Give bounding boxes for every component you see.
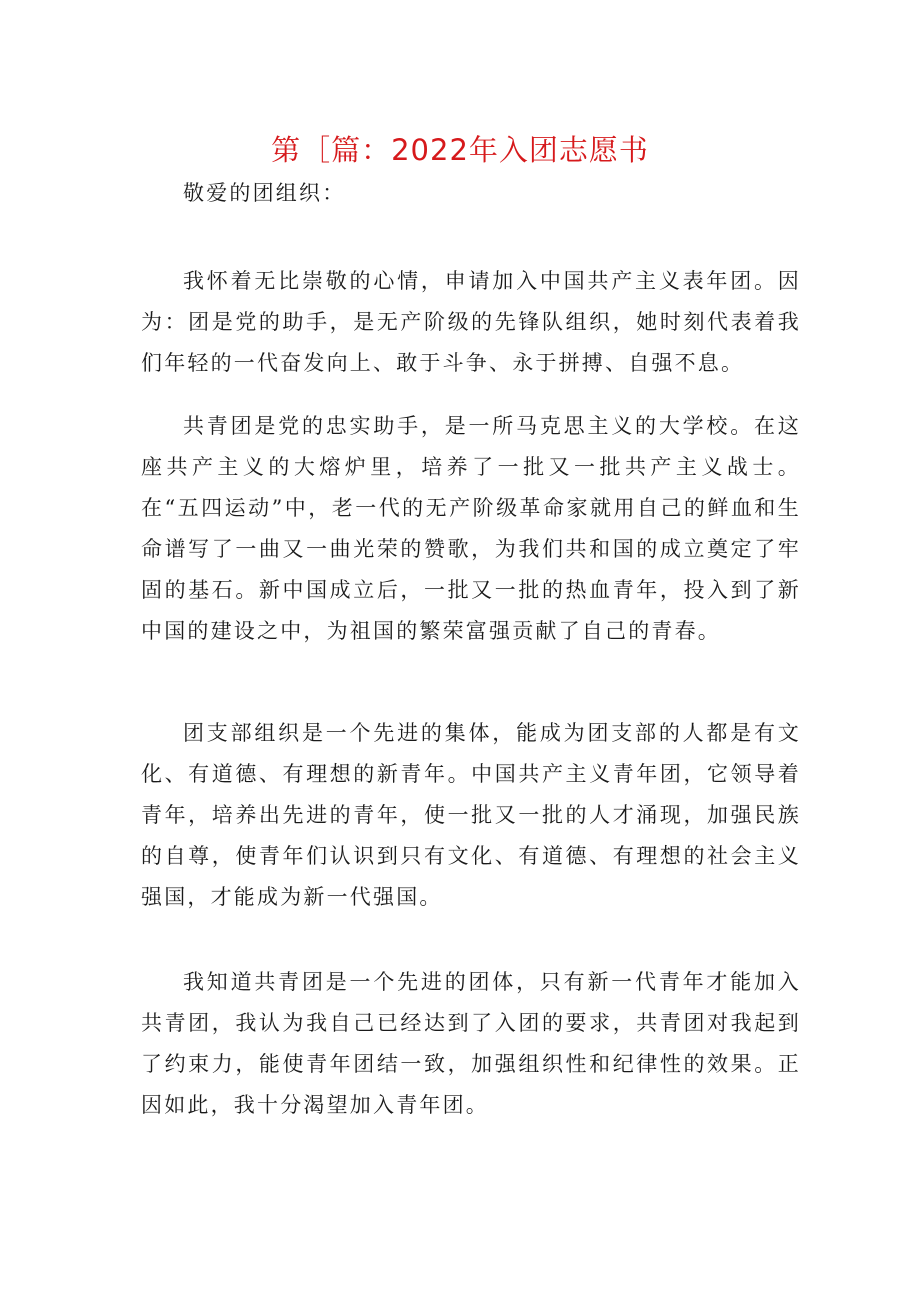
paragraph-4: 我知道共青团是一个先进的团体，只有新一代青年才能加入共青团，我认为我自己已经达到了入团的要求，共青团对我起到了约束力，能使青年团结一致，加强组织性和纪律性的效果。正因如此，我十分渴望加入青年团。 bbox=[141, 970, 801, 1117]
paragraph-2: 共青团是党的忠实助手，是一所马克思主义的大学校。在这座共产主义的大熔炉里，培养了一批又一批共产主义战士。在“五四运动”中，老一代的无产阶级革命家就用自己的鲜血和生命谱写了一曲又一曲光荣的赞歌，为我们共和国的成立奠定了牢固的基石。新中国成立后，一批又一批的热血青年，投入到了新中国的建设之中，为祖国的繁荣富强贡献了自己的青春。 bbox=[141, 414, 801, 643]
document-title: 第［篇：2022年入团志愿书 bbox=[271, 133, 649, 167]
paragraph-3: 团支部组织是一个先进的集体，能成为团支部的人都是有文化、有道德、有理想的新青年。中国共产主义青年团，它领导着青年，培养出先进的青年，使一批又一批的人才涌现，加强民族的自尊，使青年们认识到只有文化、有道德、有理想的社会主义强国，才能成为新一代强国。 bbox=[141, 721, 801, 909]
salutation: 敬爱的团组织： bbox=[183, 181, 346, 205]
paragraph-1: 我怀着无比崇敬的心情，申请加入中国共产主义表年团。因为：团是党的助手，是无产阶级的先锋队组织，她时刻代表着我们年轻的一代奋发向上、敢于斗争、永于拼搏、自强不息。 bbox=[141, 269, 801, 375]
